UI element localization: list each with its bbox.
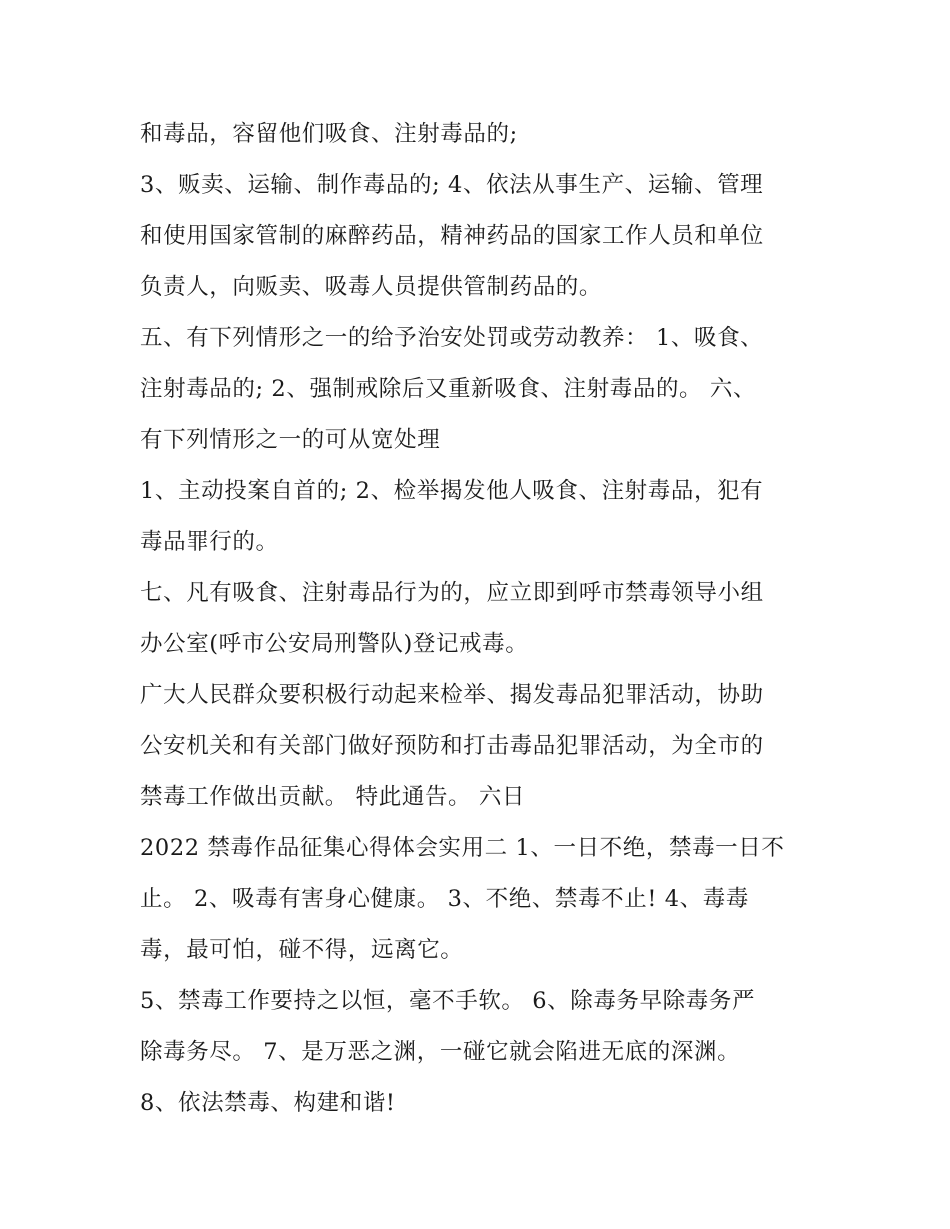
text-line: 1、主动投案自首的; 2、检举揭发他人吸食、注射毒品，犯有 — [140, 478, 764, 504]
text-line: 和毒品，容留他们吸食、注射毒品的; — [140, 121, 518, 147]
text-line: 8、依法禁毒、构建和谐! — [140, 1090, 396, 1116]
text-line: 3、贩卖、运输、制作毒品的; 4、依法从事生产、运输、管理 — [140, 172, 764, 198]
text-line: 毒，最可怕，碰不得，远离它。 — [140, 937, 464, 963]
text-line: 2022 禁毒作品征集心得体会实用二 1、一日不绝，禁毒一日不 — [140, 835, 785, 861]
text-line: 办公室(呼市公安局刑警队)登记戒毒。 — [140, 631, 529, 657]
text-line: 广大人民群众要积极行动起来检举、揭发毒品犯罪活动，协助 — [140, 682, 764, 708]
text-line: 禁毒工作做出贡献。 特此通告。 六日 — [140, 784, 526, 810]
text-line: 止。 2、吸毒有害身心健康。 3、不绝、禁毒不止! 4、毒毒 — [140, 886, 749, 912]
document-body — [140, 109, 820, 1129]
text-line: 七、凡有吸食、注射毒品行为的，应立即到呼市禁毒领导小组 — [140, 580, 764, 606]
text-line: 毒品罪行的。 — [140, 529, 279, 555]
text-line: 除毒务尽。 7、是万恶之渊，一碰它就会陷进无底的深渊。 — [140, 1039, 741, 1065]
text-line: 有下列情形之一的可从宽处理 — [140, 427, 441, 453]
text-line: 五、有下列情形之一的给予治安处罚或劳动教养： 1、吸食、 — [140, 325, 764, 351]
text-line: 公安机关和有关部门做好预防和打击毒品犯罪活动，为全市的 — [140, 733, 764, 759]
text-line: 5、禁毒工作要持之以恒，毫不手软。 6、除毒务早除毒务严 — [140, 988, 756, 1014]
text-line: 负责人，向贩卖、吸毒人员提供管制药品的。 — [140, 274, 603, 300]
text-line: 和使用国家管制的麻醉药品，精神药品的国家工作人员和单位 — [140, 223, 764, 249]
text-line: 注射毒品的; 2、强制戒除后又重新吸食、注射毒品的。 六、 — [140, 376, 757, 402]
